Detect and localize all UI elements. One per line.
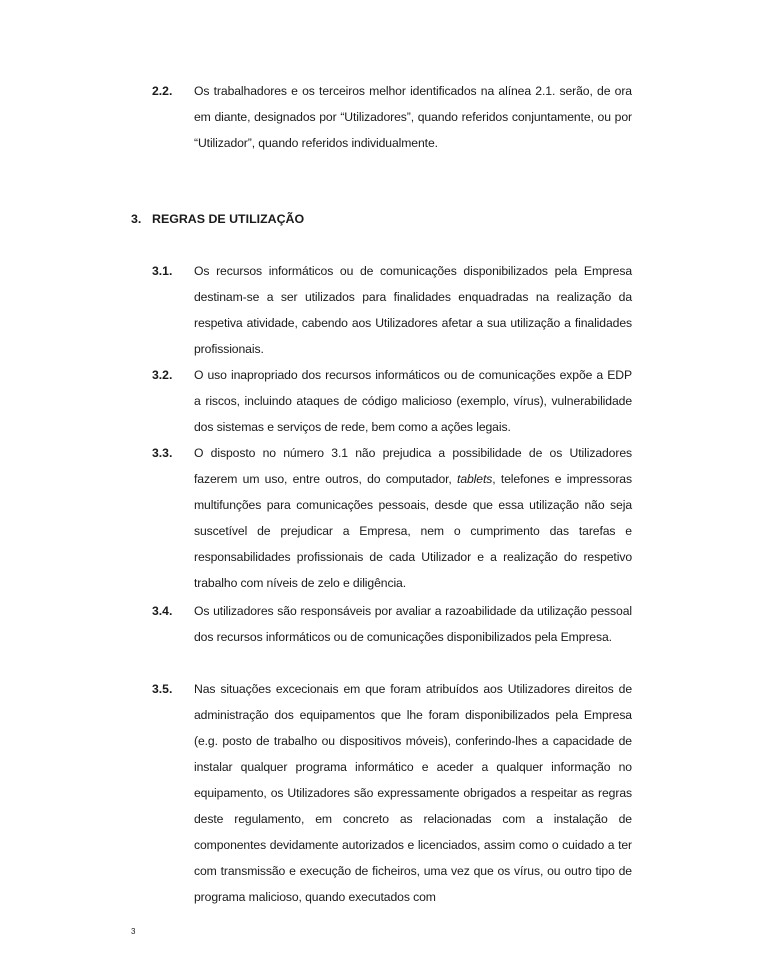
- clause-number: 3.4.: [152, 604, 173, 618]
- clause-text: O uso inapropriado dos recursos informáticos ou de comunicações expõe a EDP a riscos, incluindo ataques de código malicioso (exemplo, vírus), vulnerabilidade dos sistemas e serviços de rede, bem como a ações legais.: [194, 368, 632, 434]
- clause-3-5: [152, 676, 632, 910]
- clause-text: Nas situações excecionais em que foram atribuídos aos Utilizadores direitos de administração dos equipamentos que lhe foram disponibilizados pela Empresa (e.g. posto de trabalho ou dispositivos móveis), conferindo-lhes a capacidade de instalar qualquer programa informático e aceder a qualquer informação no equipamento, os Utilizadores são expressamente obrigados a respeitar as regras deste regulamento, em concreto as relacionadas com a instalação de componentes devidamente autorizados e licenciados, assim como o cuidado a ter com transmissão e execução de ficheiros, uma vez que os vírus, ou outro tipo de programa malicioso, quando executados com: [194, 682, 632, 904]
- clause-2-2: [152, 78, 632, 156]
- clause-text: Os utilizadores são responsáveis por avaliar a razoabilidade da utilização pessoal dos recursos informáticos ou de comunicações disponibilizados pela Empresa.: [194, 604, 632, 644]
- clause-text: Os trabalhadores e os terceiros melhor identificados na alínea 2.1. serão, de ora em diante, designados por “Utilizadores”, quando referidos conjuntamente, ou por “Utilizador”, quando referidos individualmente.: [194, 84, 632, 150]
- clause-text: Os recursos informáticos ou de comunicações disponibilizados pela Empresa destinam-se a ser utilizados para finalidades enquadradas na realização da respetiva atividade, cabendo aos Utilizadores afetar a sua utilização a finalidades profissionais.: [194, 264, 632, 356]
- clause-number: 3.3.: [152, 446, 173, 460]
- clause-text-part: O disposto no número 3.1 não prejudica a possibilidade de os Utilizadores fazerem um uso, entre outros, do computador,: [194, 446, 632, 486]
- clause-text-italic: tablets: [457, 472, 493, 486]
- clause-3-1: [152, 258, 632, 362]
- clause-number: 3.2.: [152, 368, 173, 382]
- section-heading: [131, 209, 304, 229]
- clause-3-4: [152, 598, 632, 650]
- clause-text: [194, 440, 632, 596]
- clause-text-part: , telefones e impressoras multifunções para comunicações pessoais, desde que essa utilização não seja suscetível de prejudicar a Empresa, nem o cumprimento das tarefas e responsabilidades profissionais de cada Utilizador e a realização do respetivo trabalho com níveis de zelo e diligência.: [194, 472, 632, 590]
- clause-number: 3.5.: [152, 682, 173, 696]
- section-title: REGRAS DE UTILIZAÇÃO: [152, 212, 305, 226]
- clause-3-3: [152, 440, 632, 596]
- clause-number: 2.2.: [152, 84, 173, 98]
- clause-3-2: [152, 362, 632, 440]
- section-number: 3.: [131, 212, 142, 226]
- clause-number: 3.1.: [152, 264, 173, 278]
- page-number: 3: [131, 927, 136, 936]
